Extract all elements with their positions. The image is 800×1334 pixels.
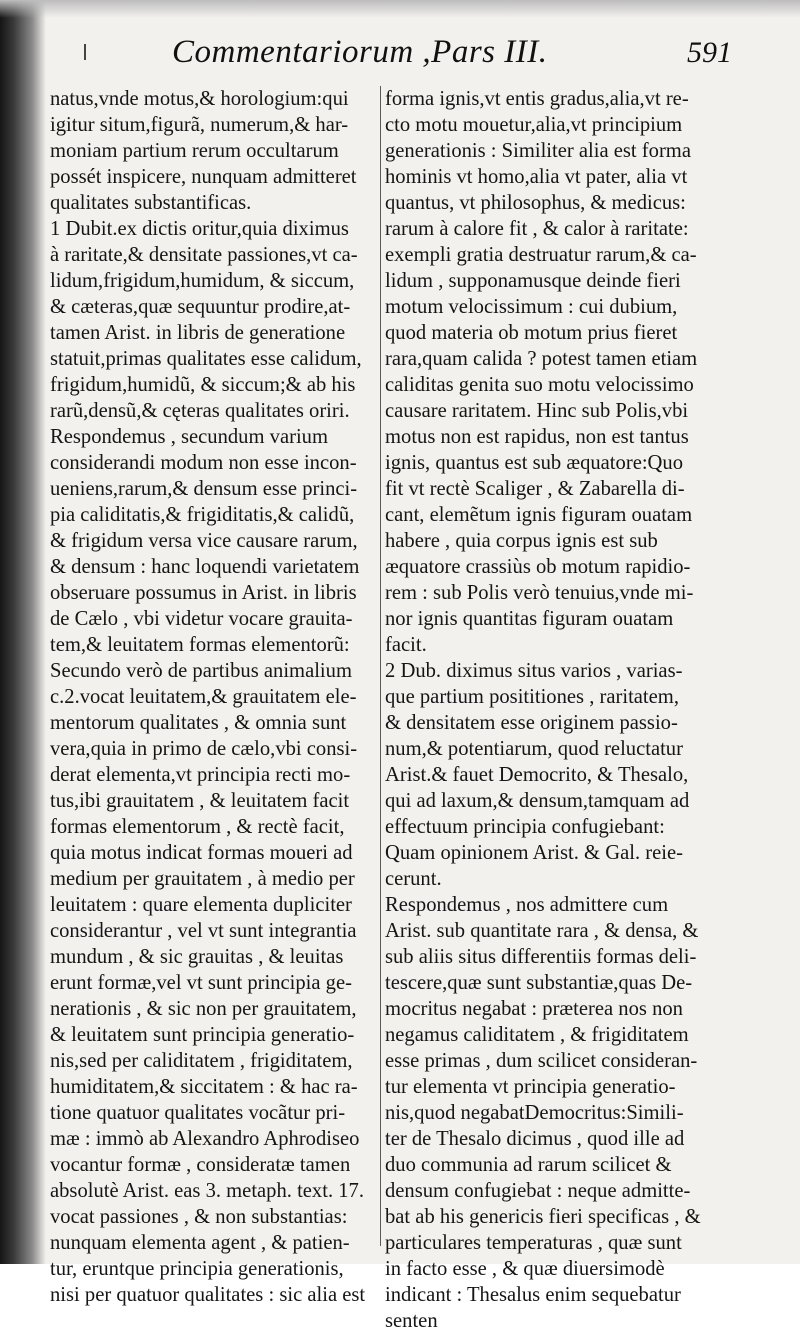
text-line: Arist.& fauet Democrito, & Thesalo, [385,764,689,786]
text-line: nis,sed per caliditatem , frigiditatem, [50,1050,353,1072]
text-line: quod materia ob motum prius fieret [385,322,678,344]
text-line: in facto esse , & quæ diuersimodè [385,1258,665,1280]
text-line: Arist. sub quantitate rara , & densa, & [385,920,699,942]
text-line: bat ab his genericis fieri specificas , & [385,1206,701,1228]
text-line: generationis : Similiter alia est forma [385,140,691,162]
text-line: formas elementorum , & rectè facit, [50,816,345,838]
text-line: & densum : hanc loquendi varietatem [50,556,360,578]
text-line: ter de Thesalo dicimus , quod ille ad [385,1128,685,1150]
text-line: tione quatuor qualitates vocãtur pri- [50,1102,346,1124]
text-line: indicant : Thesalus enim sequebatur [385,1284,681,1306]
text-line: medium per grauitatem , à medio per [50,868,355,890]
page-header [172,30,732,80]
text-line: Secundo verò de partibus animalium [50,660,352,682]
text-line: erunt formæ,vel vt sunt principia ge- [50,972,352,994]
text-line: vera,quia in primo de cælo,vbi consi- [50,738,358,760]
page-number: 591 [687,36,732,69]
text-line: mæ : immò ab Alexandro Aphrodiseo [50,1128,360,1150]
text-line: sub aliis situs differentiis formas deli- [385,946,697,968]
text-line: tur elementa vt principia generatio- [385,1076,676,1098]
text-line: exempli gratia destruatur rarum,& ca- [385,244,697,266]
text-line: tescere,quæ sunt substantiæ,quas De- [385,972,693,994]
text-line: quantus, vt philosophus, & medicus: [385,192,686,214]
text-line: considerandi modum non esse incon- [50,452,357,474]
text-line: causare raritatem. Hinc sub Polis,vbi [385,400,689,422]
text-line: & cæteras,quæ sequuntur prodire,at- [50,296,351,318]
text-line: lidum,frigidum,humidum, & siccum, [50,270,355,292]
text-line: tem,& leuitatem formas elementorũ: [50,634,350,656]
text-line: particulares temperaturas , quæ sunt [385,1232,682,1254]
text-line: pia caliditatis,& frigiditatis,& calidũ, [50,504,355,526]
text-line: cto motu mouetur,alia,vt principium [385,114,683,136]
text-line: senten [385,1310,438,1332]
text-line: lidum , supponamusque deinde fieri [385,270,681,292]
text-line: duo communia ad rarum scilicet & [385,1154,672,1176]
text-line: ueniens,rarum,& densum esse princi- [50,478,358,500]
text-line: negamus caliditatem , & frigiditatem [385,1024,689,1046]
text-line: qui ad laxum,& densum,tamquam ad [385,790,690,812]
text-line: & leuitatem sunt principia generatio- [50,1024,355,1046]
text-line: tamen Arist. in libris de generatione [50,322,346,344]
text-line: rarũ,densũ,& cęteras qualitates oriri. [50,400,350,422]
text-line: considerantur , vel vt sunt integrantia [50,920,357,942]
text-line: igitur situm,figurã, numerum,& har- [50,114,349,136]
text-line: caliditas genita suo motu velocissimo [385,374,694,396]
text-line: possét inspicere, nunquam admitteret [50,166,357,188]
text-line: & frigidum versa vice causare rarum, [50,530,358,552]
text-line: mocritus negabat : præterea nos non [385,998,683,1020]
text-line: effectuum principia confugiebant: [385,816,665,838]
binding-shadow [0,0,46,1264]
text-line: vocantur formæ , consideratæ tamen [50,1154,351,1176]
text-line: rara,quam calida ? potest tamen etiam [385,348,698,370]
text-line: rarum à calore fit , & calor à raritate: [385,218,689,240]
text-line: num,& potentiarum, quod reluctatur [385,738,683,760]
text-line: mundum , & sic grauitas , & leuitas [50,946,344,968]
text-line: à raritate,& densitate passiones,vt ca- [50,244,358,266]
text-line: forma ignis,vt entis gradus,alia,vt re- [385,88,689,110]
text-line: humiditatem,& siccitatem : & hac ra- [50,1076,358,1098]
text-line: derat elementa,vt principia recti mo- [50,764,351,786]
text-line: æquatore crassiùs ob motum rapidio- [385,556,691,578]
text-line: habere , quia corpus ignis est sub [385,530,658,552]
text-line: Respondemus , secundum varium [50,426,328,448]
text-line: motus non est rapidus, non est tantus [385,426,689,448]
text-line: & densitatem esse originem passio- [385,712,678,734]
text-line: nerationis , & sic non per grauitatem, [50,998,357,1020]
text-line: natus,vnde motus,& horologium:qui [50,88,349,110]
text-line: frigidum,humidũ, & siccum;& ab his [50,374,356,396]
text-line: fit vt rectè Scaliger , & Zabarella di- [385,478,685,500]
text-line: esse primas , dum scilicet consideran- [385,1050,698,1072]
text-line: de Cælo , vbi videtur vocare grauita- [50,608,353,630]
text-line: absolutè Arist. eas 3. metaph. text. 17. [50,1180,364,1202]
left-text-column [50,86,378,1308]
text-line: leuitatem : quare elementa dupliciter [50,894,352,916]
ink-mark [84,44,86,60]
text-line: motum velocissimum : cui dubium, [385,296,678,318]
text-line: densum confugiebat : neque admitte- [385,1180,691,1202]
text-line: statuit,primas qualitates esse calidum, [50,348,362,370]
text-line: que partium posititiones , raritatem, [385,686,679,708]
text-line: tur, eruntque principia generationis, [50,1258,344,1280]
top-edge-shade [0,0,800,18]
text-line: quia motus indicat formas moueri ad [50,842,353,864]
text-line: qualitates substantificas. [50,192,252,214]
text-line: c.2.vocat leuitatem,& grauitatem ele- [50,686,357,708]
text-line: cant, elemẽtum ignis figuram ouatam [385,504,693,526]
text-line: 1 Dubit.ex dictis oritur,quia diximus [50,218,349,240]
text-line: vocat passiones , & non substantias: [50,1206,348,1228]
text-line: nunquam elementa agent , & patien- [50,1232,350,1254]
text-line: nis,quod negabatDemocritus:Simili- [385,1102,684,1124]
text-line: 2 Dub. diximus situs varios , varias- [385,660,683,682]
text-line: obseruare possumus in Arist. in libris [50,582,357,604]
column-divider [380,86,381,1246]
text-line: Quam opinionem Arist. & Gal. reie- [385,842,683,864]
text-line: rem : sub Polis verò tenuius,vnde mi- [385,582,694,604]
right-text-column [385,86,730,1334]
text-line: nor ignis quantitas figuram ouatam [385,608,674,630]
running-head: Commentariorum ,Pars III. [172,34,548,70]
text-line: mentorum qualitates , & omnia sunt [50,712,347,734]
text-line: cerunt. [385,868,442,890]
text-line: moniam partium rerum occultarum [50,140,339,162]
text-line: Respondemus , nos admittere cum [385,894,669,916]
text-line: facit. [385,634,427,656]
text-line: nisi per quatuor qualitates : sic alia est [50,1284,366,1306]
text-line: tus,ibi grauitatem , & leuitatem facit [50,790,350,812]
text-line: hominis vt homo,alia vt pater, alia vt [385,166,688,188]
text-line: ignis, quantus est sub æquatore:Quo [385,452,684,474]
